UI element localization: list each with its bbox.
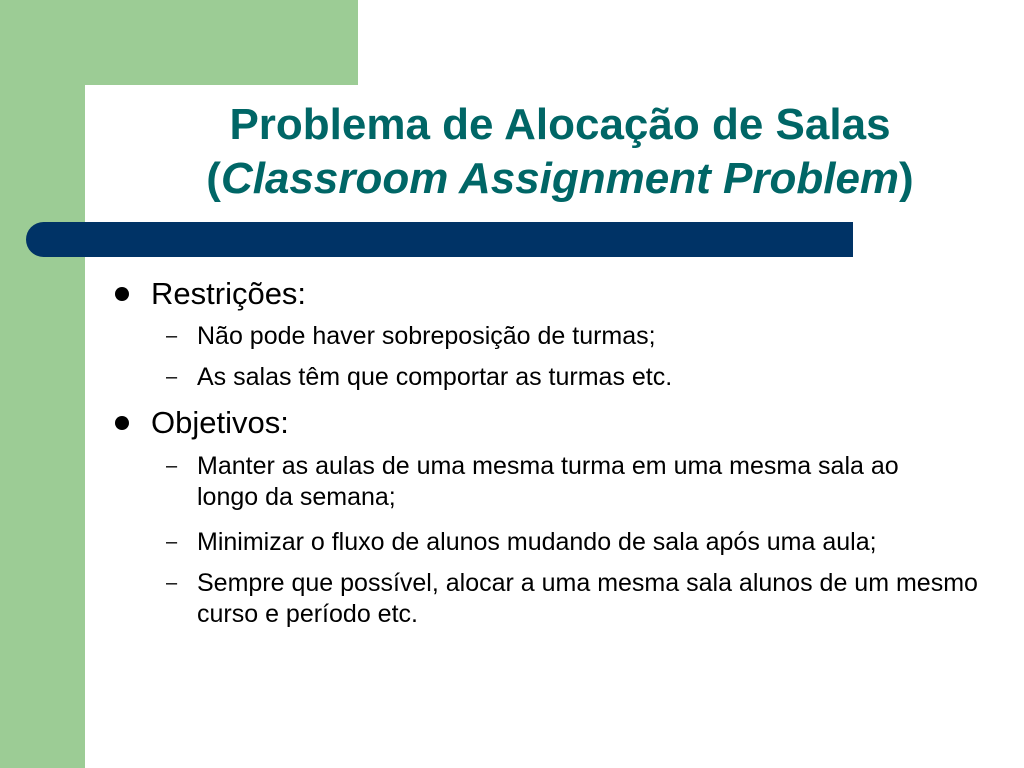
dash-marker-icon: –: [166, 531, 178, 553]
bullet-label: Restrições:: [151, 276, 307, 311]
dash-marker-icon: –: [166, 366, 178, 388]
sub-item: [166, 321, 996, 352]
sub-item-text: As salas têm que comportar as turmas etc.: [197, 363, 673, 391]
bullet-dot-icon: [115, 287, 129, 301]
title-open-paren: (: [206, 154, 221, 203]
sub-item: [166, 527, 996, 558]
bullet-item-objetivos: [115, 405, 289, 441]
title-line-1: Problema de Alocação de Salas: [229, 100, 891, 149]
bullet-dot-icon: [115, 416, 129, 430]
title-english-term: Classroom Assignment Problem: [220, 154, 900, 203]
sub-item-text: Não pode haver sobreposição de turmas;: [197, 322, 656, 350]
dash-marker-icon: –: [166, 572, 178, 594]
title-close-paren: ): [899, 154, 914, 203]
sub-item-text: Manter as aulas de uma mesma turma em uma mesma sala ao longo da semana;: [197, 452, 899, 511]
dash-marker-icon: –: [166, 455, 178, 477]
sub-item: [166, 568, 996, 630]
bullet-label: Objetivos:: [151, 405, 289, 440]
sub-item: [166, 362, 996, 393]
sub-item-text: Minimizar o fluxo de alunos mudando de sala após uma aula;: [197, 528, 877, 556]
dash-marker-icon: –: [166, 325, 178, 347]
sub-item: [166, 451, 966, 513]
bullet-item-restricoes: [115, 276, 306, 312]
sub-item-text: Sempre que possível, alocar a uma mesma sala alunos de um mesmo curso e período etc.: [197, 569, 978, 628]
